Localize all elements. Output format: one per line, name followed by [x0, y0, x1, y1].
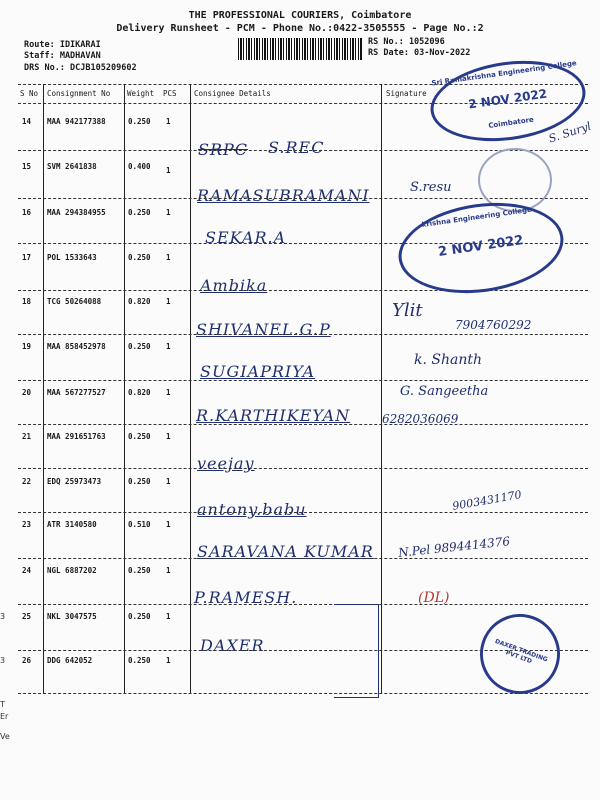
row-pcs: 1 [166, 297, 171, 306]
signature-phone: N.Pel 9894414376 [397, 534, 511, 560]
row-consignment: EDQ 25973473 [47, 477, 102, 486]
col-header-sno: S No [20, 89, 39, 98]
row-divider [18, 424, 588, 425]
row-consignment: NKL 3047575 [47, 612, 97, 621]
signature-phone: 6282036069 [382, 412, 459, 426]
row-pcs: 1 [166, 117, 171, 126]
consignee-name: SHIVANEL.G.P [196, 320, 331, 339]
row-sno: 20 [22, 388, 32, 397]
hand-drawn-box [334, 604, 379, 698]
row-pcs: 1 [166, 477, 171, 486]
consignee-name: SEKAR.A [205, 228, 287, 247]
row-sno: 19 [22, 342, 32, 351]
column-line [190, 84, 191, 693]
stamp-city: Coimbatore [487, 115, 535, 130]
row-sno: 22 [22, 477, 32, 486]
row-divider [18, 290, 588, 291]
trading-stamp [469, 603, 572, 706]
signature: k. Shanth [414, 352, 482, 368]
consignee-name: SARAVANA KUMAR [197, 542, 374, 561]
consignee-name: S.REC [268, 138, 325, 157]
staff-label: Staff: MADHAVAN [24, 51, 101, 61]
row-consignment: DDG 642052 [47, 656, 93, 665]
consignee-name: veejay [197, 454, 255, 473]
signature: G. Sangeetha [400, 384, 489, 399]
margin-mark: T [0, 700, 5, 709]
row-divider [18, 334, 588, 335]
signature: S. Suryl [547, 119, 593, 146]
stamp-date: 2 NOV 2022 [467, 86, 548, 112]
row-weight: 0.250 [128, 566, 151, 575]
row-weight: 0.250 [128, 208, 151, 217]
row-consignment: ATR 3140580 [47, 520, 97, 529]
consignee-name: P.RAMESH. [194, 588, 298, 607]
stamp-date: 2 NOV 2022 [437, 233, 525, 260]
signature: S.resu [410, 180, 452, 195]
column-line [124, 84, 125, 693]
row-weight: 0.250 [128, 117, 151, 126]
runsheet-subtitle: Delivery Runsheet - PCM - Phone No.:0422-3505555 - Page No.:2 [116, 23, 484, 34]
col-header-pcs: PCS [163, 89, 177, 98]
row-consignment: MAA 858452978 [47, 342, 106, 351]
row-sno: 25 [22, 612, 32, 621]
row-pcs: 1 [166, 388, 171, 397]
row-divider [18, 604, 588, 605]
col-header-weight: Weight [127, 89, 155, 98]
signature-scribble: Ylit [392, 300, 423, 321]
row-consignment: MAA 942177388 [47, 117, 106, 126]
stamp-text: krishna Engineering College [421, 205, 533, 229]
row-consignment: MAA 291651763 [47, 432, 106, 441]
margin-mark: Ve [0, 732, 10, 741]
row-weight: 0.400 [128, 162, 151, 171]
row-pcs: 1 [166, 253, 171, 262]
row-pcs: 1 [166, 166, 171, 175]
margin-mark: 3 [0, 656, 6, 665]
drs-number: DRS No.: DCJB105209602 [24, 63, 137, 73]
row-weight: 0.820 [128, 297, 151, 306]
row-weight: 0.820 [128, 388, 151, 397]
stamp-text: DAXER TRADING PVT LTD [493, 637, 549, 666]
col-header-consignment: Consignment No [47, 89, 111, 98]
row-pcs: 1 [166, 566, 171, 575]
row-sno: 24 [22, 566, 32, 575]
row-consignment: NGL 6887202 [47, 566, 97, 575]
row-consignment: MAA 567277527 [47, 388, 106, 397]
consignee-name: SUGIAPRIYA [200, 362, 316, 381]
row-weight: 0.510 [128, 520, 151, 529]
consignee-name: Ambika [200, 276, 268, 295]
signature-phone: 9003431170 [451, 488, 523, 513]
row-pcs: 1 [166, 342, 171, 351]
row-pcs: 1 [166, 432, 171, 441]
col-header-signature: Signature [386, 89, 427, 98]
consignee-name: DAXER [200, 636, 265, 655]
row-sno: 16 [22, 208, 32, 217]
column-line [381, 84, 382, 693]
row-pcs: 1 [166, 656, 171, 665]
signature-dl: (DL) [418, 590, 450, 606]
row-pcs: 1 [166, 208, 171, 217]
row-pcs: 1 [166, 612, 171, 621]
row-weight: 0.250 [128, 253, 151, 262]
row-divider [18, 558, 588, 559]
row-pcs: 1 [166, 520, 171, 529]
row-sno: 26 [22, 656, 32, 665]
row-sno: 15 [22, 162, 32, 171]
row-weight: 0.250 [128, 432, 151, 441]
college-stamp-2 [393, 193, 570, 303]
barcode [238, 38, 363, 60]
consignee-name: antony.babu [197, 500, 307, 519]
rs-number: RS No.: 1052096 [368, 37, 445, 47]
margin-mark: Er [0, 712, 9, 721]
struck-name: SRPC [198, 140, 249, 159]
route-label: Route: IDIKARAI [24, 40, 101, 50]
consignee-name: R.KARTHIKEYAN [196, 406, 351, 425]
row-sno: 21 [22, 432, 32, 441]
row-consignment: SVM 2641838 [47, 162, 97, 171]
row-divider [18, 512, 588, 513]
row-divider [18, 468, 588, 469]
column-line [43, 84, 44, 693]
runsheet-title: THE PROFESSIONAL COURIERS, Coimbatore [188, 10, 412, 21]
row-divider [18, 380, 588, 381]
signature-phone: 7904760292 [455, 318, 532, 332]
row-consignment: MAA 294384955 [47, 208, 106, 217]
row-weight: 0.250 [128, 612, 151, 621]
row-weight: 0.250 [128, 477, 151, 486]
row-sno: 14 [22, 117, 32, 126]
stamp-text: Sri Ramakrishna Engineering College [431, 59, 578, 88]
row-weight: 0.250 [128, 656, 151, 665]
row-sno: 23 [22, 520, 32, 529]
row-weight: 0.250 [128, 342, 151, 351]
consignee-name: RAMASUBRAMANI [197, 186, 370, 205]
rs-date: RS Date: 03-Nov-2022 [368, 48, 471, 58]
row-divider [18, 693, 588, 694]
row-sno: 17 [22, 253, 32, 262]
row-consignment: POL 1533643 [47, 253, 97, 262]
row-sno: 18 [22, 297, 32, 306]
row-consignment: TCG 50264088 [47, 297, 102, 306]
col-header-consignee: Consignee Details [194, 89, 271, 98]
margin-mark: 3 [0, 612, 6, 621]
